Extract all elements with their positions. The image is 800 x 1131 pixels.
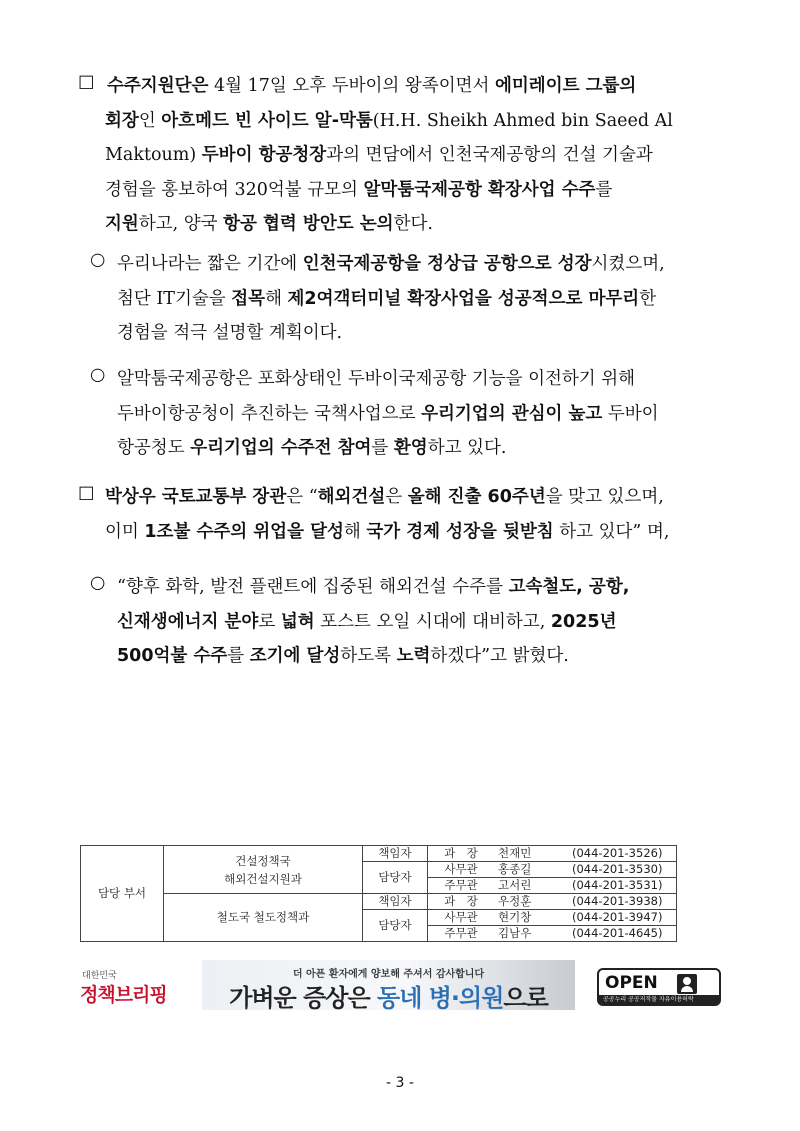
body-line: 수주지원단은 4월 17일 오후 두바이의 왕족이면서 에미레이트 그룹의 (107, 76, 637, 96)
body-line: 경험을 적극 설명할 계획이다. (117, 323, 343, 343)
role-cell: 책임자 (363, 846, 428, 862)
rank-cell: 과 장 (428, 846, 495, 862)
role-cell: 담당자 (363, 910, 428, 942)
phone-cell: (044-201-3531) (568, 878, 677, 894)
body-line: 항공청도 우리기업의 수주전 참여를 환영하고 있다. (117, 438, 507, 458)
role-cell: 담당자 (363, 862, 428, 894)
banner-title (202, 978, 575, 1010)
open-word: OPEN (605, 973, 658, 993)
kogl-open-badge (597, 968, 721, 1006)
name-cell: 현기창 (494, 910, 568, 926)
phone-cell: (044-201-3947) (568, 910, 677, 926)
section-bullet: ○ (90, 365, 106, 385)
logo-small-text: 대한민국 (82, 971, 117, 981)
banner-subtitle: 더 아픈 환자에게 양보해 주셔서 감사합니다 (292, 969, 485, 980)
body-line: 지원하고, 양국 항공 협력 방안도 논의한다. (105, 214, 433, 234)
rank-cell: 주무관 (428, 926, 495, 942)
contact-header: 담당 부서 (81, 846, 164, 942)
name-cell: 김남우 (494, 926, 568, 942)
name-cell: 천재민 (494, 846, 568, 862)
logo-big-text: 정책브리핑 (80, 984, 167, 1006)
body-line: 두바이항공청이 추진하는 국책사업으로 우리기업의 관심이 높고 두바이 (117, 403, 659, 424)
body-line: 첨단 IT기술을 접목해 제2여객터미널 확장사업을 성공적으로 마무리한 (117, 288, 657, 309)
body-line: 500억불 수주를 조기에 달성하도록 노력하겠다”고 밝혔다. (117, 646, 569, 666)
name-cell: 우정훈 (494, 894, 568, 910)
rank-cell: 사무관 (428, 862, 495, 878)
banner-title-highlight: 동네 병·의원 (377, 984, 504, 1010)
body-line: 이미 1조불 수주의 위업을 달성해 국가 경제 성장을 뒷받침 하고 있다” 며, (105, 521, 670, 542)
name-cell: 홍종길 (494, 862, 568, 878)
campaign-banner (202, 960, 575, 1010)
body-line: Maktoum) 두바이 항공청장과의 면담에서 인천국제공항의 건설 기술과 (105, 145, 653, 165)
rank-cell: 과 장 (428, 894, 495, 910)
contact-table (80, 845, 677, 942)
section-bullet: □ (78, 72, 95, 92)
body-line: 신재생에너지 분야로 넓혀 포스트 오일 시대에 대비하고, 2025년 (117, 611, 617, 632)
body-line: 회장인 아흐메드 빈 사이드 알-막툼(H.H. Sheikh Ahmed bin Saeed Al (105, 110, 673, 131)
dept-cell-2: 철도국 철도정책과 (164, 894, 363, 942)
section-bullet: □ (78, 483, 95, 503)
open-bar (599, 995, 719, 1004)
open-tiny-text: 공공누리 공공저작물 자유이용허락 (603, 996, 694, 1003)
dept1-name: 건설정책국 (235, 853, 291, 868)
phone-cell: (044-201-4645) (568, 926, 677, 942)
section-bullet: ○ (90, 250, 106, 270)
page-number: - 3 - (386, 1075, 414, 1091)
section-bullet: ○ (90, 573, 106, 593)
body-line: 알막툼국제공항은 포화상태인 두바이국제공항 기능을 이전하기 위해 (117, 369, 636, 389)
rank-cell: 주무관 (428, 878, 495, 894)
policy-briefing-logo (80, 968, 175, 1010)
body-line: 경험을 홍보하여 320억불 규모의 알막툼국제공항 확장사업 수주를 (105, 179, 613, 200)
phone-cell: (044-201-3530) (568, 862, 677, 878)
body-line: “향후 화학, 발전 플랜트에 집중된 해외건설 수주를 고속철도, 공항, (117, 577, 630, 597)
body-line: 우리나라는 짧은 기간에 인천국제공항을 정상급 공항으로 성장시켰으며, (117, 254, 665, 274)
banner-title-part-1: 가벼운 증상은 (229, 984, 378, 1010)
dept-cell-1 (164, 846, 363, 894)
body-line: 박상우 국토교통부 장관은 “해외건설은 올해 진출 60주년을 맞고 있으며, (105, 487, 664, 507)
name-cell: 고서린 (494, 878, 568, 894)
phone-cell: (044-201-3938) (568, 894, 677, 910)
role-cell: 책임자 (363, 894, 428, 910)
rank-cell: 사무관 (428, 910, 495, 926)
dept1-sub: 해외건설지원과 (224, 871, 302, 886)
banner-title-part-3: 으로 (503, 984, 548, 1010)
phone-cell: (044-201-3526) (568, 846, 677, 862)
person-icon (677, 974, 697, 994)
